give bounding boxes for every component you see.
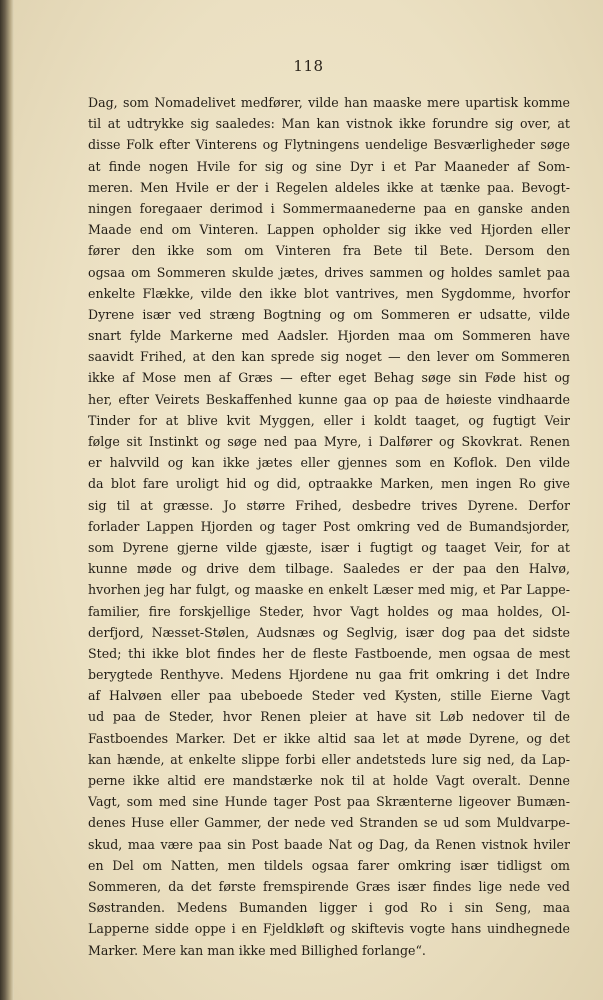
text-line: fører den ikke som om Vinteren fra Bete til Bete. Dersom den xyxy=(88,243,570,259)
text-line: denes Huse eller Gammer, der nede ved Stranden se ud som Muldvarpe- xyxy=(88,815,570,831)
text-line: berygtede Renthyve. Medens Hjordene nu gaa frit omkring i det Indre xyxy=(88,667,570,683)
text-line: af Halvøen eller paa ubeboede Steder ved Kysten, stille Eierne Vagt xyxy=(88,688,570,704)
book-page xyxy=(14,0,603,1000)
text-line: Tinder for at blive kvit Myggen, eller i koldt taaget, og fugtigt Veir xyxy=(88,412,570,428)
text-line: Sommeren, da det første fremspirende Græs især findes lige nede ved xyxy=(88,878,570,894)
text-line: ogsaa om Sommeren skulde jætes, drives sammen og holdes samlet paa xyxy=(88,264,570,280)
text-line: da blot fare uroligt hid og did, optraakke Marken, men ingen Ro give xyxy=(88,476,570,492)
body-text xyxy=(88,92,570,961)
text-line: Vagt, som med sine Hunde tager Post paa Skrænterne ligeover Bumæn- xyxy=(88,794,570,810)
text-line: ikke af Mose men af Græs — efter eget Behag søge sin Føde hist og xyxy=(88,370,570,386)
text-line: sig til at græsse. Jo større Frihed, desbedre trives Dyrene. Derfor xyxy=(88,497,570,513)
text-line: er halvvild og kan ikke jætes eller gjennes som en Koflok. Den vilde xyxy=(88,455,570,471)
text-line: kunne møde og drive dem tilbage. Saaledes er der paa den Halvø, xyxy=(88,561,570,577)
text-line: perne ikke altid ere mandstærke nok til at holde Vagt overalt. Denne xyxy=(88,773,570,788)
text-line: ningen foregaaer derimod i Sommermaanederne paa en ganske anden xyxy=(88,200,570,216)
text-line: en Del om Natten, men tildels ogsaa farer omkring især tidligst om xyxy=(88,857,570,873)
text-line: Maade end om Vinteren. Lappen opholder sig ikke ved Hjorden eller xyxy=(88,222,570,238)
text-line: saavidt Frihed, at den kan sprede sig noget — den lever om Sommeren xyxy=(88,349,570,365)
text-line: Lapperne sidde oppe i en Fjeldkløft og skiftevis vogte hans uindhegnede xyxy=(88,921,570,937)
text-line: skud, maa være paa sin Post baade Nat og Dag, da Renen vistnok hviler xyxy=(88,836,570,852)
text-line: snart fylde Markerne med Aadsler. Hjorden maa om Sommeren have xyxy=(88,328,570,344)
show-through-from-reverse xyxy=(344,893,574,933)
text-line: Dag, som Nomadelivet medfører, vilde han maaske mere upartisk komme xyxy=(88,95,570,110)
text-line: til at udtrykke sig saaledes: Man kan vistnok ikke forundre sig over, at xyxy=(88,116,570,132)
text-line: som Dyrene gjerne vilde gjæste, især i fugtigt og taaget Veir, for at xyxy=(88,539,570,555)
text-line: derfjord, Næsset-Stølen, Audsnæs og Seglvig, især dog paa det sidste xyxy=(88,624,570,640)
page-number: 118 xyxy=(293,57,324,75)
text-line: Fastboendes Marker. Det er ikke altid saa let at møde Dyrene, og det xyxy=(88,730,570,746)
text-line: Dyrene især ved stræng Bogtning og om Sommeren er udsatte, vilde xyxy=(88,306,570,322)
text-line: ud paa de Steder, hvor Renen pleier at have sit Løb nedover til de xyxy=(88,709,570,725)
text-line: her, efter Veirets Beskaffenhed kunne gaa op paa de høieste vindhaarde xyxy=(88,391,570,407)
text-line: meren. Men Hvile er der i Regelen aldeles ikke at tænke paa. Bevogt- xyxy=(88,179,570,195)
book-binding-shadow xyxy=(0,0,14,1000)
text-line: Marker. Mere kan man ikke med Billighed forlange“. xyxy=(88,942,426,958)
text-line: kan hænde, at enkelte slippe forbi eller andetsteds lure sig ned, da Lap- xyxy=(88,751,570,767)
text-line: at finde nogen Hvile for sig og sine Dyr i et Par Maaneder af Som- xyxy=(88,158,570,174)
text-line: følge sit Instinkt og søge ned paa Myre, i Dalfører og Skovkrat. Renen xyxy=(88,434,570,449)
text-line: Søstranden. Medens Bumanden ligger i god Ro i sin Seng, maa xyxy=(88,900,570,916)
text-line: hvorhen jeg har fulgt, og maaske en enkelt Læser med mig, et Par Lappe- xyxy=(88,582,570,598)
text-line: forlader Lappen Hjorden og tager Post omkring ved de Bumandsjorder, xyxy=(88,518,570,534)
text-line: enkelte Flække, vilde den ikke blot vantrives, men Sygdomme, hvorfor xyxy=(88,285,570,301)
text-line: disse Folk efter Vinterens og Flytningens uendelige Besværligheder søge xyxy=(88,137,570,153)
text-line: Sted; thi ikke blot findes her de fleste Fastboende, men ogsaa de mest xyxy=(88,645,570,661)
text-line: familier, fire forskjellige Steder, hvor Vagt holdes og maa holdes, Ol- xyxy=(88,603,570,619)
